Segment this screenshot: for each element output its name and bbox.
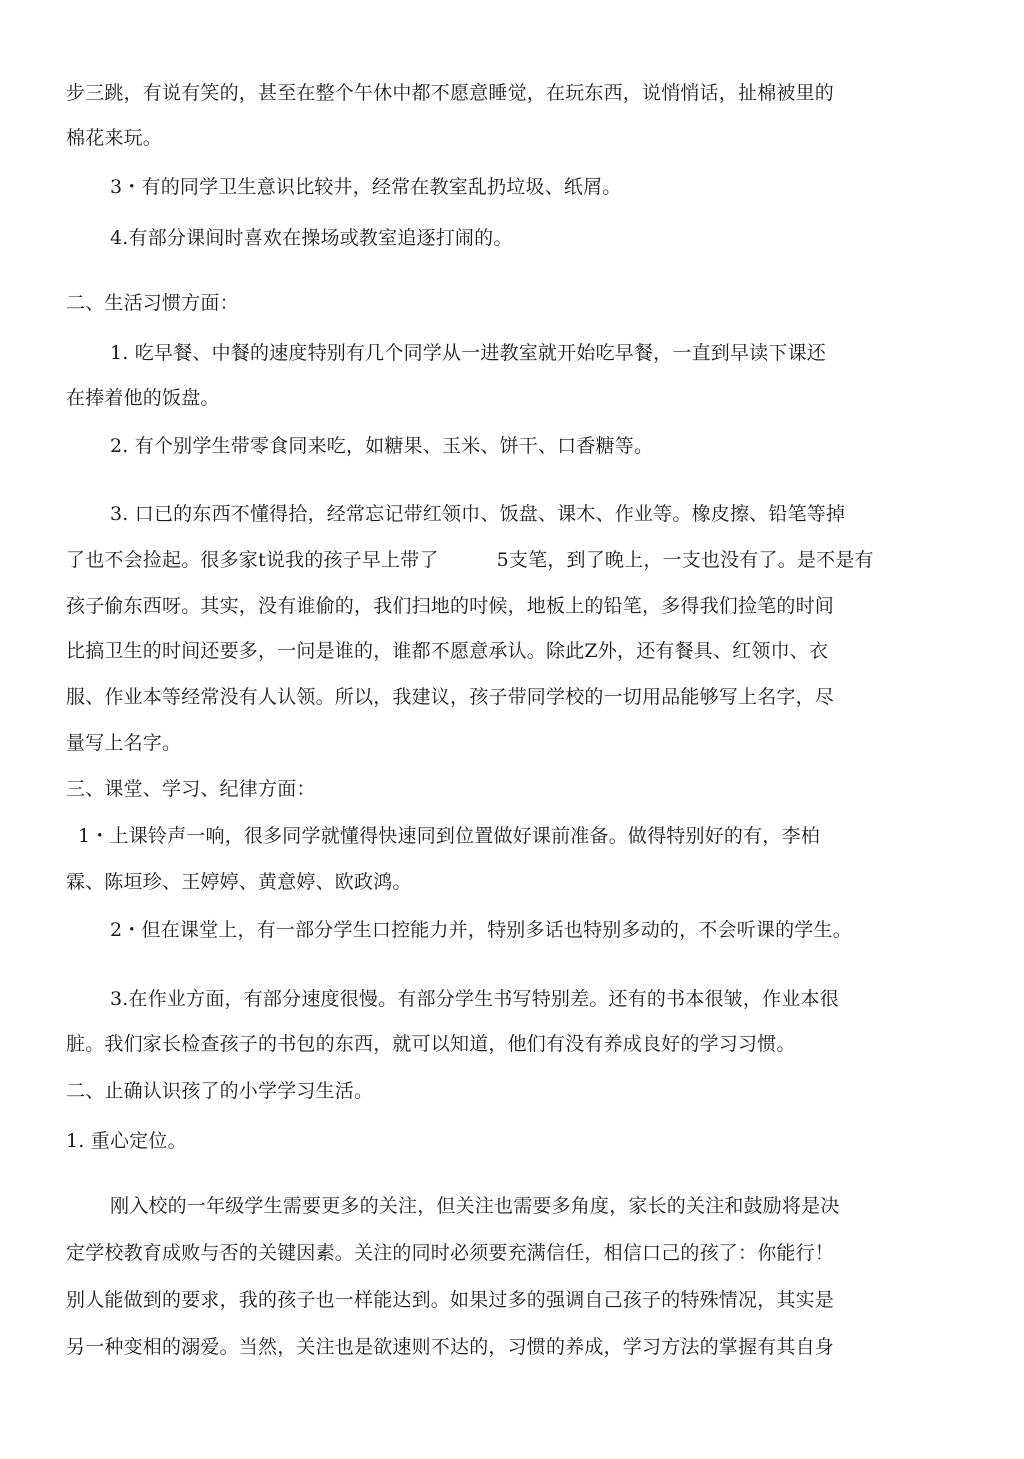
text-line: 2. 有个别学生带零食同来吃，如糖果、玉米、饼干、口香糖等。 (110, 435, 654, 457)
text-fragment: 了也不会捡起。很多家t说我的孩子早上带了 (66, 549, 439, 571)
text-line: 2・但在课堂上，有一部分学生口控能力并，特别多话也特别多动的，不会听课的学生。 (110, 919, 852, 941)
text-line: 脏。我们家长检查孩子的书包的东西，就可以知道，他们有没有养成良好的学习习惯。 (66, 1033, 796, 1055)
text-line: 步三跳，有说有笑的，甚至在整个午休中都不愿意睡觉，在玩东西，说悄悄话，扯棉被里的 (66, 82, 835, 104)
text-line: 别人能做到的要求，我的孩子也一样能达到。如果过多的强调自己孩子的特殊情况，其实是 (66, 1289, 835, 1311)
text-fragment: 5支笔，到了晚上，一支也没有了。是不是有 (496, 549, 874, 571)
text-line: 3. 口已的东西不懂得拾，经常忘记带红领巾、饭盘、课木、作业等。橡皮擦、铅笔等掉 (110, 503, 846, 525)
text-line: 3.在作业方面，有部分速度很慢。有部分学生书写特别差。还有的书本很皱，作业本很 (110, 988, 839, 1010)
text-line: 孩子偷东西呀。其实，没有谁偷的，我们扫地的吋候，地板上的铅笔，多得我们捡笔的时间 (66, 595, 835, 617)
text-line: 另一种变相的溺爱。当然，关注也是欲速则不达的，习惯的养成，学习方法的掌握有其自身 (66, 1336, 835, 1358)
text-line: 3・有的同学卫生意识比较井，经常在教室乱扔垃圾、纸屑。 (110, 176, 622, 198)
text-line: 量写上名字。 (66, 732, 182, 754)
section-heading: 三、课堂、学习、纪律方面： (66, 778, 316, 800)
text-line: 霖、陈垣珍、王婷婷、黄意婷、欧政鸿。 (66, 871, 412, 893)
text-line: 4.有部分课间时喜欢在操场或教室追逐打闹的。 (110, 227, 513, 249)
text-line: 服、作业本等经常没有人认领。所以，我建议，孩子带同学校的一切用品能够写上名字，尽 (66, 686, 835, 708)
text-line: 1. 吃早餐、中餐的速度特别有几个同学从一进教室就开始吃早餐，一直到早读下课还 (110, 342, 826, 364)
text-line (66, 547, 874, 573)
text-line: 在捧着他的饭盘。 (66, 387, 220, 409)
text-line: 棉花来玩。 (66, 127, 163, 149)
section-heading: 二、止确认识孩了的小学学习生活。 (66, 1080, 374, 1102)
sub-heading: 1. 重心定位。 (66, 1130, 187, 1152)
text-line: 刚入校的一年级学生需要更多的关注，但关注也需要多角度，家长的关注和鼓励将是决 (110, 1195, 840, 1217)
section-heading: 二、生活习惯方面： (66, 292, 239, 314)
text-line: 比搞卫生的时间还要多，一问是谁的，谁都不愿意承认。除此Z外，还有餐具、红领巾、衣 (66, 640, 829, 662)
text-line: 定学校教育成败与否的关键因素。关注的同时必须要充满信任，相信口己的孩了：你能行！ (66, 1242, 835, 1264)
text-line: 1・上课铃声一响，很多同学就懂得快速同到位置做好课前准备。做得特别好的有，李柏 (78, 825, 820, 847)
